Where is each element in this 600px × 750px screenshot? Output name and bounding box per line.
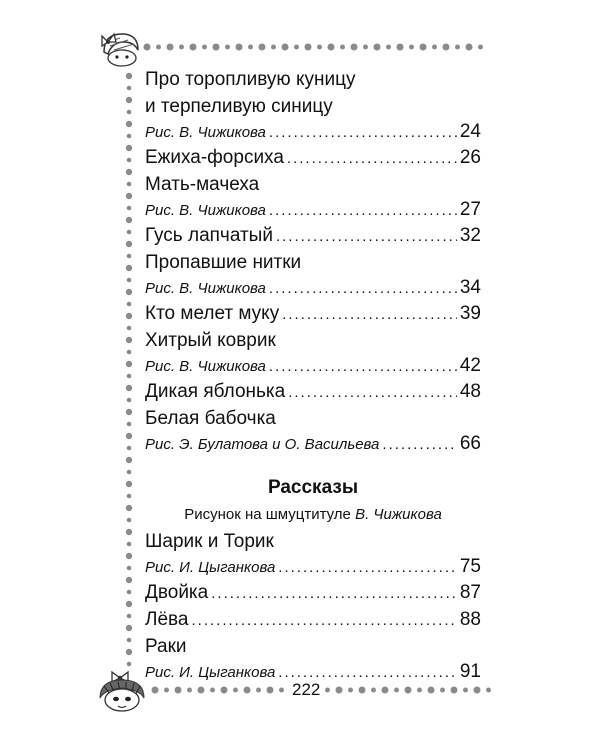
border-dot: [126, 385, 132, 391]
border-dot: [127, 422, 131, 426]
toc-entry-row: [145, 606, 481, 633]
border-dot: [248, 45, 253, 50]
illustrator-credit: Рис. В. Чижикова: [145, 124, 266, 141]
border-dot: [478, 45, 483, 50]
toc-part-stories: [145, 528, 481, 684]
dot-leader: [269, 199, 457, 223]
border-dot: [455, 45, 460, 50]
border-dot: [351, 44, 358, 51]
toc-part-fairy-tales: [145, 66, 481, 456]
border-dot: [440, 688, 445, 693]
page-ref: 48: [459, 381, 481, 402]
border-dot: [127, 158, 131, 162]
page-ref: 27: [459, 199, 481, 220]
toc-illustrator-row: [145, 354, 481, 378]
border-dot: [225, 45, 230, 50]
dot-leader: [269, 355, 457, 379]
border-dot: [127, 542, 131, 546]
border-dot: [386, 45, 391, 50]
border-dot: [126, 601, 132, 607]
toc-title-line: Раки: [145, 636, 187, 657]
border-dot: [127, 206, 131, 210]
toc-illustrator-row: [145, 198, 481, 222]
border-dot: [202, 45, 207, 50]
entry-title: Лёва: [145, 609, 189, 630]
border-dot: [126, 649, 132, 655]
border-dot: [382, 687, 389, 694]
dot-leader: [276, 222, 457, 250]
toc-title-line: Хитрый коврик: [145, 330, 276, 351]
border-dot: [127, 590, 131, 594]
border-dot: [127, 470, 131, 474]
border-dot: [126, 217, 132, 223]
border-dot: [126, 361, 132, 367]
entry-title: Ежиха-форсиха: [145, 147, 284, 168]
border-dot: [213, 44, 220, 51]
illustrator-credit: Рис. В. Чижикова: [145, 202, 266, 219]
border-dot: [190, 44, 197, 51]
border-dot: [126, 553, 132, 559]
border-dot: [175, 687, 182, 694]
page-ref: 24: [459, 121, 481, 142]
border-dot: [267, 687, 274, 694]
section-title: Рассказы: [267, 477, 359, 498]
border-dot: [156, 45, 161, 50]
border-dot: [198, 687, 205, 694]
border-dot: [127, 566, 131, 570]
toc-title-line: Про торопливую куницу: [145, 69, 356, 90]
border-dot: [126, 481, 132, 487]
border-dot: [127, 446, 131, 450]
border-dot: [126, 433, 132, 439]
border-dot: [126, 241, 132, 247]
page-number: 222: [288, 680, 324, 700]
border-dot: [126, 313, 132, 319]
border-dot: [294, 45, 299, 50]
section-subtitle-artist: В. Чижикова: [355, 506, 442, 523]
border-dot: [126, 505, 132, 511]
border-dot: [359, 687, 366, 694]
entry-title: Кто мелет муку: [145, 303, 280, 324]
border-dot: [317, 45, 322, 50]
border-dot: [397, 44, 404, 51]
illustrator-credit: Рис. В. Чижикова: [145, 358, 266, 375]
border-dot: [187, 688, 192, 693]
border-dot: [126, 289, 132, 295]
toc-entry-row: [145, 378, 481, 405]
border-dot: [428, 687, 435, 694]
page-ref: 42: [459, 355, 481, 376]
border-dot: [127, 86, 131, 90]
border-dot: [127, 518, 131, 522]
dot-leader: [288, 378, 457, 406]
border-dot: [127, 302, 131, 306]
border-dot: [126, 625, 132, 631]
dot-leader: [211, 579, 457, 607]
border-dot: [164, 688, 169, 693]
border-dot: [374, 44, 381, 51]
border-dot: [486, 688, 491, 693]
page-ref: 75: [459, 556, 481, 577]
dot-leader: [382, 433, 456, 457]
border-dot: [325, 688, 330, 693]
border-dot: [271, 45, 276, 50]
entry-title: Дикая яблонька: [145, 381, 286, 402]
toc-illustrator-row: [145, 120, 481, 144]
toc-illustrator-row: [145, 555, 481, 579]
border-dot: [328, 44, 335, 51]
page-ref: 39: [459, 303, 481, 324]
border-dot: [127, 254, 131, 258]
border-dot: [127, 278, 131, 282]
border-dot: [305, 44, 312, 51]
border-dot: [126, 193, 132, 199]
border-dot: [417, 688, 422, 693]
border-dot: [126, 577, 132, 583]
page-ref: 32: [459, 225, 481, 246]
border-dot: [127, 494, 131, 498]
table-of-contents: [145, 66, 481, 684]
page-ref: 88: [459, 609, 481, 630]
toc-title-line: и терпеливую синицу: [145, 96, 333, 117]
page-ref: 87: [459, 582, 481, 603]
toc-title-line: Шарик и Торик: [145, 531, 274, 552]
border-dot: [236, 44, 243, 51]
border-dot: [152, 687, 159, 694]
page-ref: 34: [459, 277, 481, 298]
border-dot: [394, 688, 399, 693]
border-dot: [127, 326, 131, 330]
border-dot: [126, 73, 132, 79]
illustrator-credit: Рис. И. Цыганкова: [145, 664, 276, 681]
border-dot: [463, 688, 468, 693]
border-dot: [405, 687, 412, 694]
border-dot: [127, 374, 131, 378]
toc-title-line: Пропавшие нитки: [145, 252, 302, 273]
left-dotted-border: [125, 72, 133, 672]
border-dot: [126, 457, 132, 463]
border-dot: [336, 687, 343, 694]
border-dot: [127, 638, 131, 642]
border-dot: [340, 45, 345, 50]
illustrator-credit: Рис. В. Чижикова: [145, 280, 266, 297]
border-dot: [127, 614, 131, 618]
border-dot: [127, 230, 131, 234]
border-dot: [126, 409, 132, 415]
border-dot: [233, 688, 238, 693]
dot-leader: [191, 606, 456, 634]
border-dot: [282, 44, 289, 51]
dot-leader: [278, 556, 457, 580]
border-dot: [432, 45, 437, 50]
border-dot: [221, 687, 228, 694]
border-dot: [259, 44, 266, 51]
border-dot: [126, 145, 132, 151]
page-ref: 91: [459, 661, 481, 682]
entry-title: Двойка: [145, 582, 209, 603]
toc-title-line: Мать-мачеха: [145, 174, 260, 195]
toc-entry-row: [145, 579, 481, 606]
border-dot: [348, 688, 353, 693]
border-dot: [126, 337, 132, 343]
page-ref: 66: [459, 433, 481, 454]
border-dot: [179, 45, 184, 50]
border-dot: [244, 687, 251, 694]
section-subtitle: [145, 502, 481, 528]
toc-illustrator-row: [145, 432, 481, 456]
border-dot: [127, 398, 131, 402]
border-dot: [167, 44, 174, 51]
page-ref: 26: [459, 147, 481, 168]
border-dot: [451, 687, 458, 694]
border-dot: [466, 44, 473, 51]
toc-entry-row: [145, 300, 481, 327]
border-dot: [256, 688, 261, 693]
border-dot: [127, 182, 131, 186]
border-dot: [126, 121, 132, 127]
entry-title: Гусь лапчатый: [145, 225, 273, 246]
border-dot: [127, 350, 131, 354]
border-dot: [144, 44, 151, 51]
dot-leader: [269, 277, 457, 301]
border-dot: [127, 134, 131, 138]
border-dot: [127, 110, 131, 114]
border-dot: [126, 97, 132, 103]
border-dot: [420, 44, 427, 51]
border-dot: [126, 169, 132, 175]
dot-leader: [287, 144, 457, 172]
top-dotted-border: [142, 41, 487, 53]
border-dot: [210, 688, 215, 693]
dot-leader: [282, 300, 457, 328]
illustrator-credit: Рис. Э. Булатова и О. Васильева: [145, 436, 380, 453]
section-subtitle-prefix: Рисунок на шмуцтитуле: [184, 506, 351, 523]
border-dot: [126, 529, 132, 535]
toc-entry-row: [145, 222, 481, 249]
border-dot: [126, 265, 132, 271]
border-dot: [409, 45, 414, 50]
border-dot: [279, 688, 284, 693]
border-dot: [474, 687, 481, 694]
toc-illustrator-row: [145, 276, 481, 300]
toc-entry-row: [145, 144, 481, 171]
girl-face-with-bow-icon: [96, 664, 150, 714]
dot-leader: [269, 121, 457, 145]
girl-head-with-bow-icon: [98, 28, 144, 68]
border-dot: [371, 688, 376, 693]
border-dot: [363, 45, 368, 50]
border-dot: [443, 44, 450, 51]
illustrator-credit: Рис. И. Цыганкова: [145, 559, 276, 576]
toc-title-line: Белая бабочка: [145, 408, 276, 429]
